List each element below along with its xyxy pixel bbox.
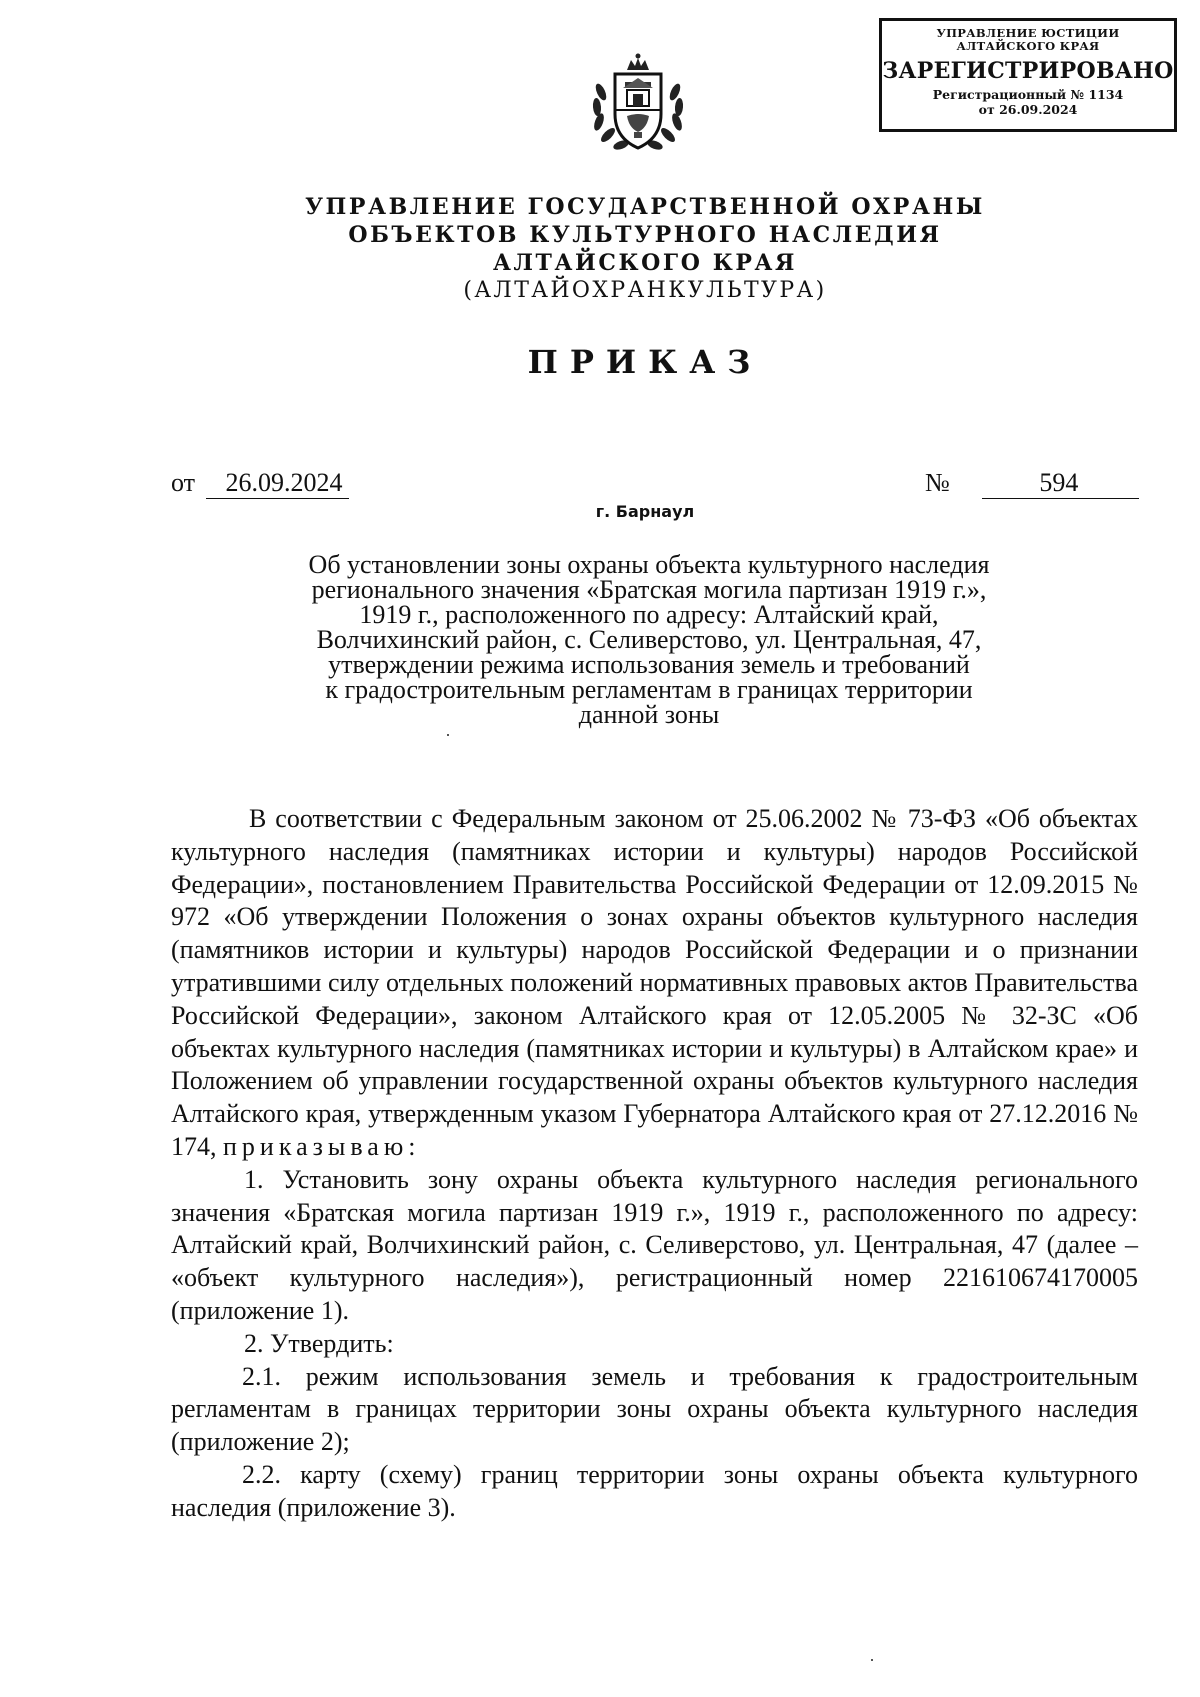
- document-type: ПРИКАЗ: [527, 343, 763, 381]
- stamp-reg-date: от 26.09.2024: [978, 102, 1078, 117]
- order-date: [171, 468, 349, 499]
- number-value: 594: [982, 468, 1139, 499]
- number-prefix: №: [925, 468, 950, 497]
- order-item-2-1: 2.1. режим использования земель и требования к градостроительным регламентам в границах территории зоны охраны объекта культурного наследия (приложение 2);: [171, 1361, 1138, 1457]
- subject-line: к градостроительным регламентам в границах территории: [325, 675, 973, 704]
- stamp-reg-number: Регистрационный № 1134: [932, 87, 1124, 102]
- preamble-text: В соответствии с Федеральным законом от 25.06.2002 № 73-ФЗ «Об объектах культурного наследия (памятниках истории и культуры) народов Российской Федерации», постановлением Правительства Российской Федерации от 12.09.2015 № 972 «Об утверждении Положения о зонах охраны объектов культурного наследия (памятников истории и культуры) народов Российской Федерации и о признании утратившими силу отдельных положений нормативных правовых актов Правительства Российской Федерации», законом Алтайского края от 12.05.2005 № 32-ЗС «Об объектах культурного наследия (памятниках истории и культуры) в Алтайском крае» и Положением об управлении государственной охраны объектов культурного наследия Алтайского края, утвержденным указом Губернатора Алтайского края от 27.12.2016 № 174,: [171, 804, 1138, 1161]
- stamp-agency-line2: АЛТАЙСКОГО КРАЯ: [956, 39, 1100, 53]
- order-body: [171, 803, 1138, 1525]
- subject-line: регионального значения «Братская могила партизан 1919 г.»,: [311, 575, 987, 604]
- scan-speck: [447, 734, 449, 736]
- stamp-agency-line1: УПРАВЛЕНИЕ ЮСТИЦИИ: [936, 26, 1120, 40]
- order-item-1: 1. Установить зону охраны объекта культурного наследия регионального значения «Братская могила партизан 1919 г.», 1919 г., расположенного по адресу: Алтайский край, Волчихинский район, с. Селиверстово, ул. Центральная, 47 (далее – «объект культурного наследия»), регистрационный номер 221610674170005 (приложение 1).: [171, 1164, 1138, 1325]
- stamp-status: ЗАРЕГИСТРИРОВАНО: [882, 58, 1174, 84]
- agency-name-line2: ОБЪЕКТОВ КУЛЬТУРНОГО НАСЛЕДИЯ: [348, 222, 942, 248]
- order-subject: [214, 552, 1084, 727]
- coat-of-arms-icon: [583, 52, 693, 162]
- agency-name-line1: УПРАВЛЕНИЕ ГОСУДАРСТВЕННОЙ ОХРАНЫ: [305, 194, 985, 220]
- city: г. Барнаул: [595, 502, 695, 521]
- subject-line: данной зоны: [578, 700, 720, 729]
- agency-abbreviation: (АЛТАЙОХРАНКУЛЬТУРА): [463, 278, 827, 303]
- registration-stamp: [879, 18, 1177, 132]
- order-item-2: 2. Утвердить:: [244, 1328, 394, 1358]
- order-number: [925, 468, 1139, 499]
- date-prefix: от: [171, 468, 196, 497]
- scan-speck: [871, 1659, 873, 1661]
- subject-line: Волчихинский район, с. Селиверстово, ул. Центральная, 47,: [316, 625, 982, 654]
- order-item-2-2: 2.2. карту (схему) границ территории зоны охраны объекта культурного наследия (приложение 3).: [171, 1459, 1138, 1522]
- agency-name-line3: АЛТАЙСКОГО КРАЯ: [492, 250, 798, 276]
- subject-line: утверждении режима использования земель и требований: [328, 650, 970, 679]
- date-value: 26.09.2024: [206, 468, 349, 499]
- preamble-paragraph: [171, 803, 1138, 1164]
- order-word: приказываю:: [223, 1131, 421, 1161]
- agency-name: [0, 193, 1200, 277]
- subject-line: Об установлении зоны охраны объекта культурного наследия: [308, 550, 990, 579]
- subject-line: 1919 г., расположенного по адресу: Алтайский край,: [359, 600, 939, 629]
